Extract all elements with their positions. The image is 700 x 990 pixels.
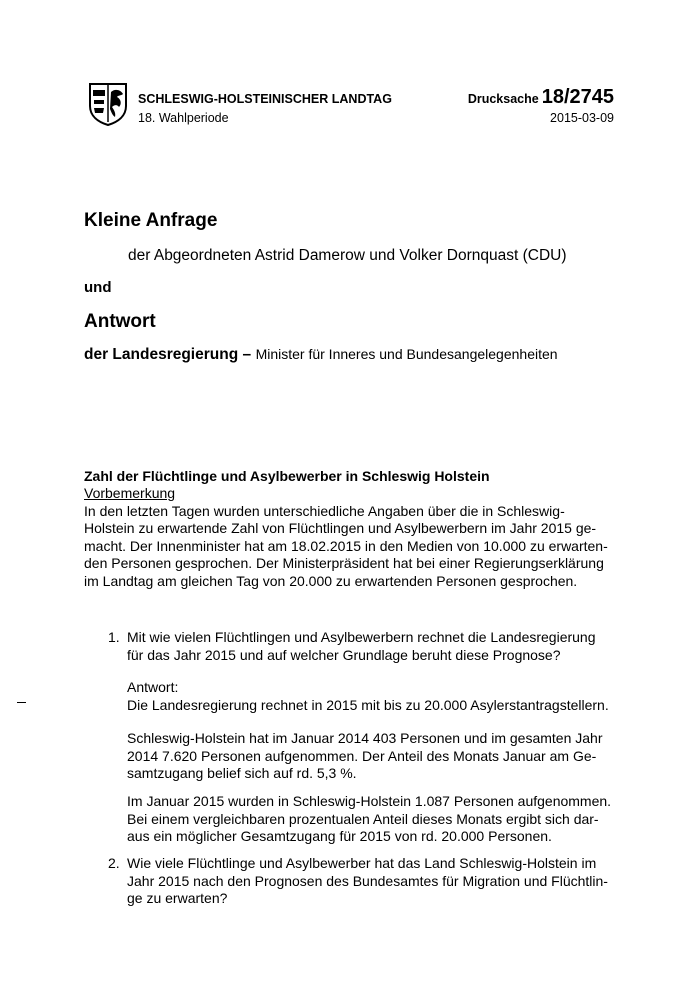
answer-line: 2014 7.620 Personen aufgenommen. Der Anteil des Monats Januar am Ge- (127, 747, 597, 764)
preface (84, 485, 619, 590)
question-line: Mit wie vielen Flüchtlingen und Asylbewerbern rechnet die Landesregierung (127, 629, 596, 645)
document-date: 2015-03-09 (550, 111, 614, 125)
document-number-value: 18/2745 (541, 86, 614, 108)
landesregierung-line (84, 346, 558, 364)
answer-line: Bei einem vergleichbaren prozentualen Anteil dieses Monats ergibt sich dar- (127, 810, 599, 827)
question-2 (127, 855, 620, 908)
question-line: für das Jahr 2015 und auf welcher Grundlage beruht diese Prognose? (127, 646, 561, 663)
preface-line: In den letzten Tagen wurden unterschiedliche Angaben über die in Schleswig- (84, 502, 565, 519)
heading-kleine-anfrage: Kleine Anfrage (84, 210, 218, 231)
minister-label: Minister für Inneres und Bundesangelegenheiten (255, 346, 558, 362)
answer-line: samtzugang belief sich auf rd. 5,3 %. (127, 765, 357, 781)
margin-mark (17, 702, 26, 703)
coat-of-arms-logo (88, 82, 128, 126)
question-1-number: 1. (108, 629, 120, 645)
preface-line: macht. Der Innenminister hat am 18.02.2015 in den Medien von 10.000 zu erwarten- (84, 537, 608, 554)
preface-line: den Personen gesprochen. Der Ministerpräsident hat bei einer Regierungserklärung (84, 555, 604, 571)
document-label: Drucksache (467, 92, 539, 106)
answer-1-paragraph-2 (127, 730, 620, 783)
answer-line: Die Landesregierung rechnet in 2015 mit bis zu 20.000 Asylerstantragstellern. (127, 696, 609, 713)
question-line: Wie viele Flüchtlinge und Asylbewerber hat das Land Schleswig-Holstein im (127, 855, 597, 871)
heading-und: und (84, 279, 112, 296)
question-1 (127, 629, 620, 664)
preface-line: Holstein zu erwartende Zahl von Flüchtlingen und Asylbewerbern im Jahr 2015 ge- (84, 520, 597, 536)
question-2-number: 2. (108, 855, 120, 871)
heading-antwort: Antwort (84, 311, 156, 332)
parliament-name: SCHLESWIG-HOLSTEINISCHER LANDTAG (138, 92, 392, 106)
document-number (468, 86, 614, 109)
answer-label: Antwort: (127, 679, 179, 695)
subject-heading: Zahl der Flüchtlinge und Asylbewerber in Schleswig Holstein (84, 468, 490, 484)
legislative-period: 18. Wahlperiode (138, 111, 229, 125)
answer-1 (127, 679, 620, 714)
preface-line: im Landtag am gleichen Tag von 20.000 zu erwartenden Personen gesprochen. (84, 572, 578, 589)
answer-line: aus ein möglicher Gesamtzugang für 2015 von rd. 20.000 Personen. (127, 828, 552, 844)
question-line: ge zu erwarten? (127, 890, 228, 906)
answer-line: Im Januar 2015 wurden in Schleswig-Holstein 1.087 Personen aufgenommen. (127, 793, 612, 809)
landesregierung-label: der Landesregierung – (84, 346, 252, 363)
by-line: der Abgeordneten Astrid Damerow und Volker Dornquast (CDU) (128, 247, 567, 264)
question-line: Jahr 2015 nach den Prognosen des Bundesamtes für Migration und Flüchtlin- (127, 872, 608, 889)
preface-label: Vorbemerkung (84, 485, 176, 501)
answer-line: Schleswig-Holstein hat im Januar 2014 403 Personen und im gesamten Jahr (127, 730, 603, 746)
answer-1-paragraph-3 (127, 793, 620, 846)
